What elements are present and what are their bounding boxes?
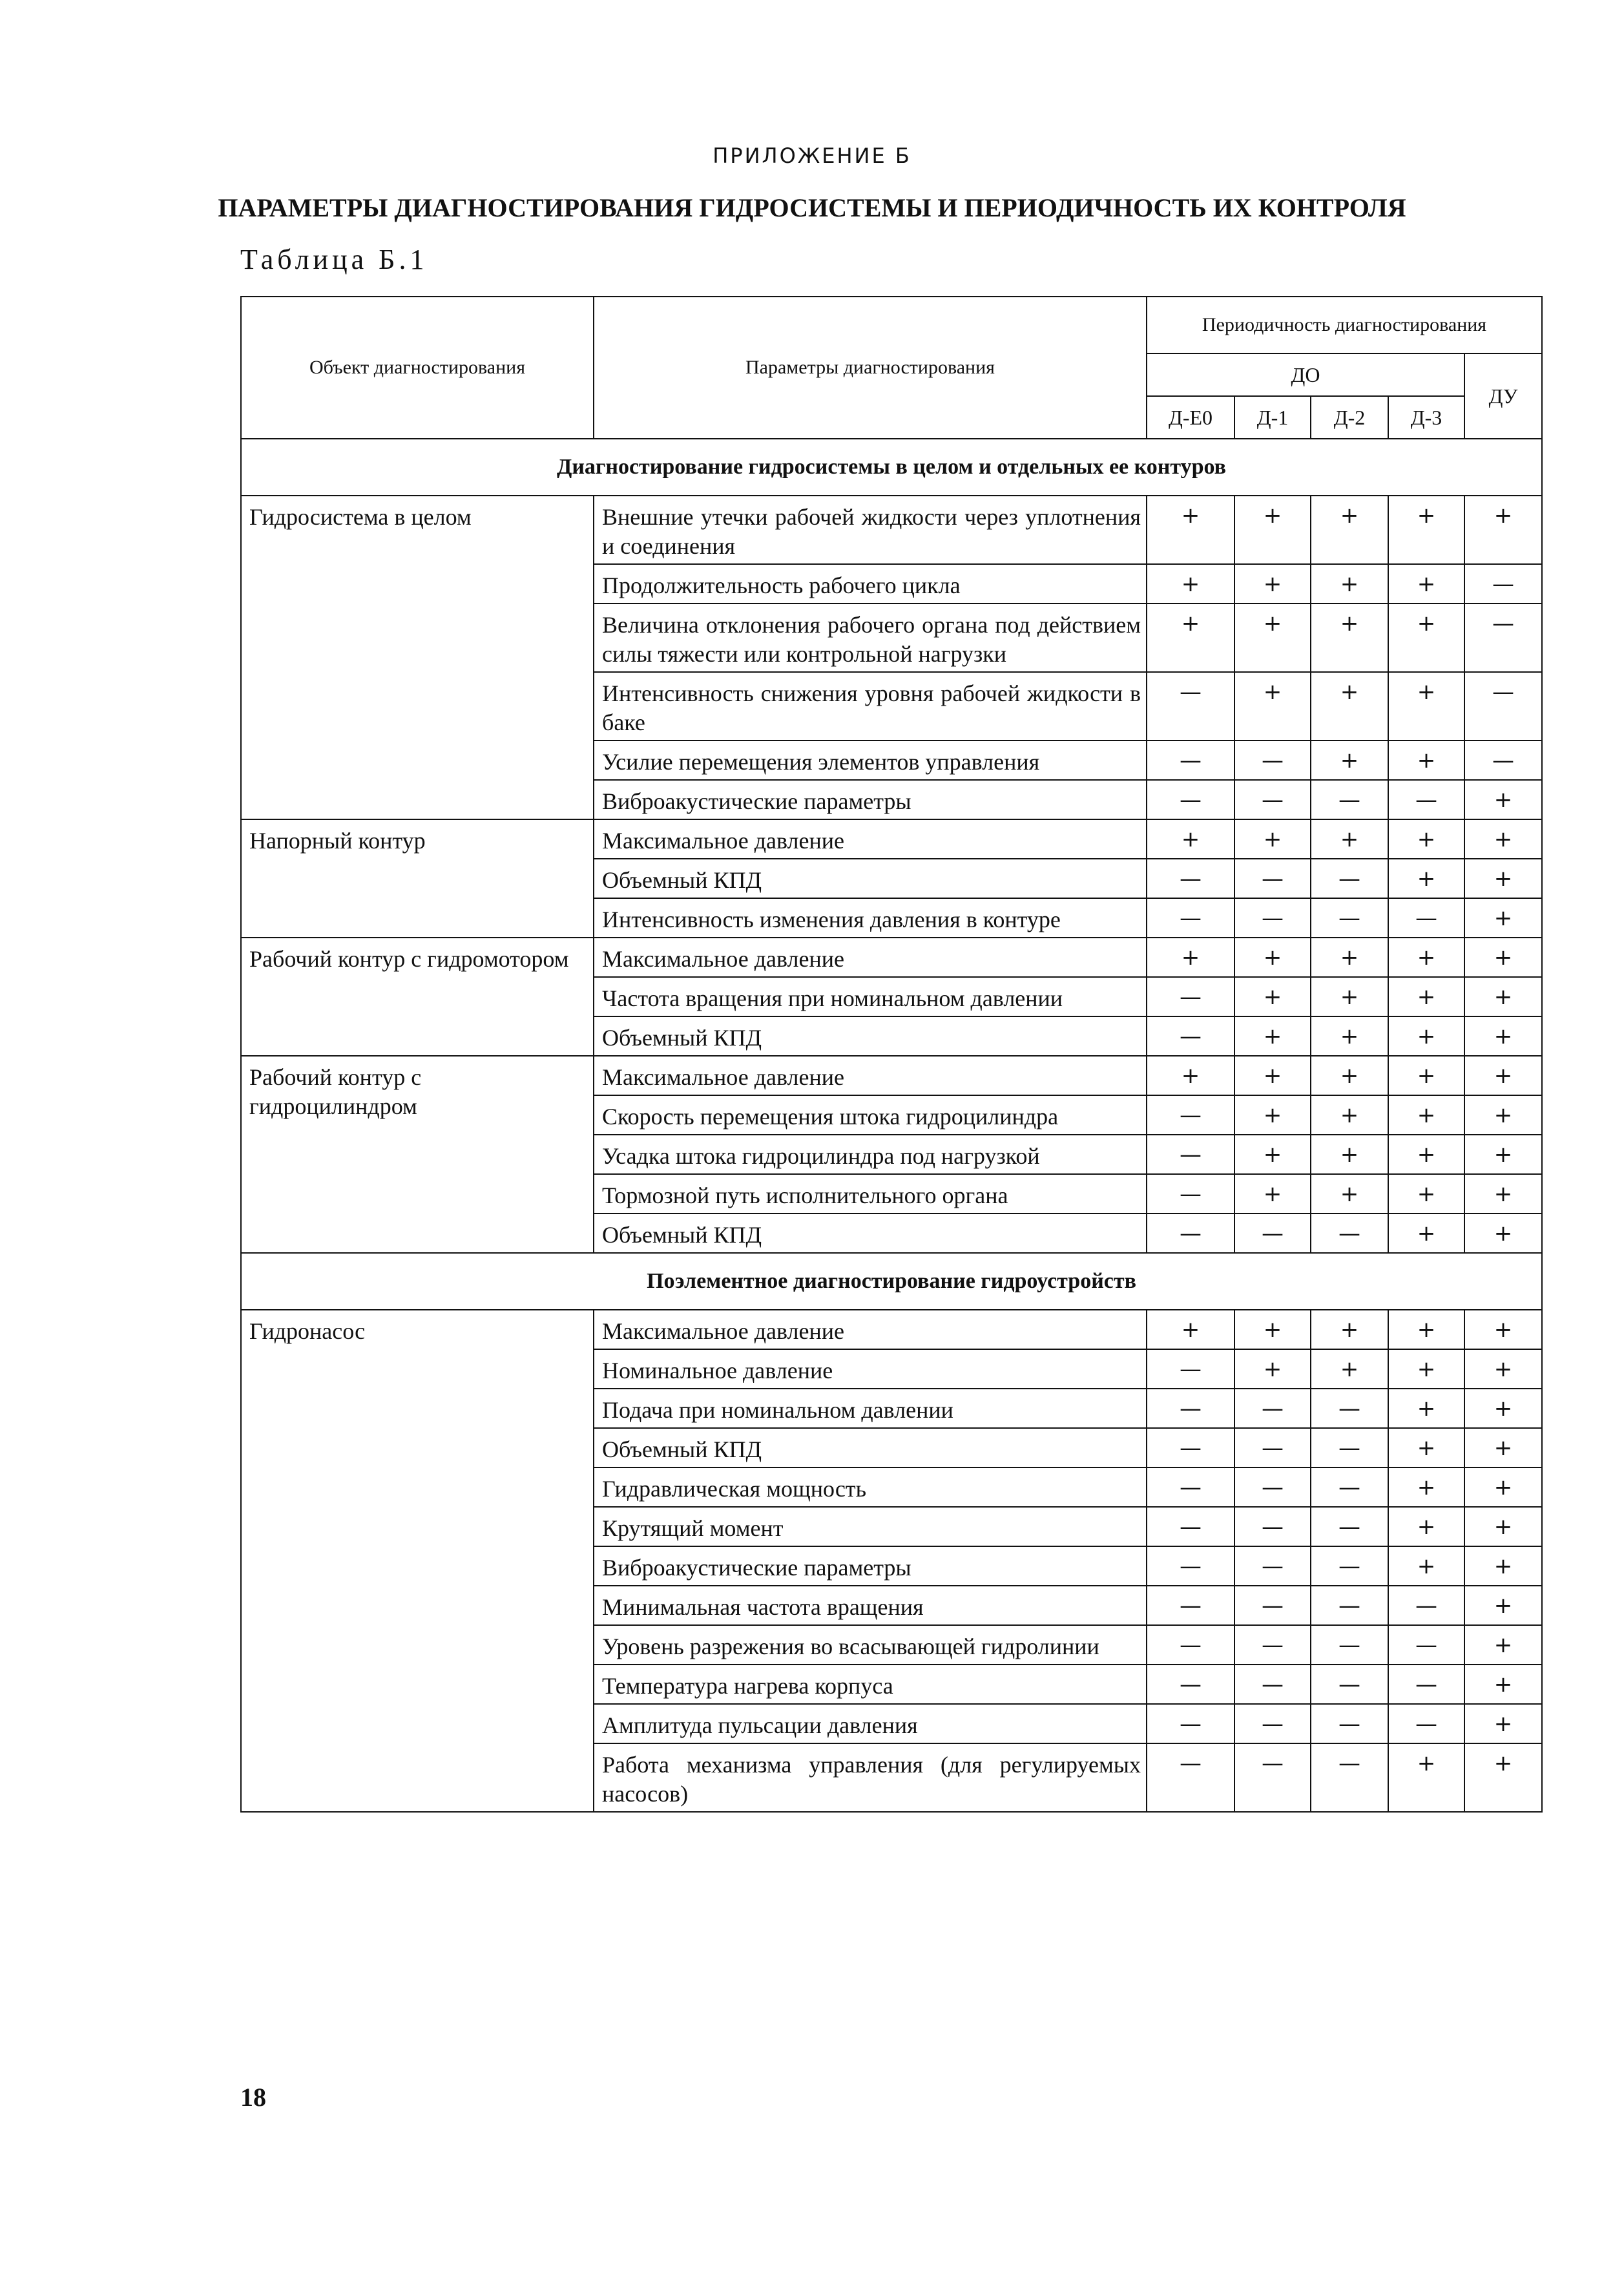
parameter-cell: Объемный КПД bbox=[594, 1428, 1147, 1467]
mark-cell: — bbox=[1147, 1625, 1234, 1665]
header-do: ДО bbox=[1147, 353, 1464, 396]
mark-cell: — bbox=[1311, 1467, 1388, 1507]
mark-cell: — bbox=[1388, 1665, 1464, 1704]
mark-cell: — bbox=[1311, 1214, 1388, 1253]
section-row bbox=[241, 439, 1542, 496]
mark-cell: — bbox=[1464, 672, 1542, 741]
table-row bbox=[241, 496, 1542, 564]
mark-cell: + bbox=[1311, 938, 1388, 977]
page-number: 18 bbox=[240, 2083, 266, 2112]
mark-cell: — bbox=[1147, 1349, 1234, 1389]
mark-cell: + bbox=[1311, 1349, 1388, 1389]
mark-cell: + bbox=[1464, 1016, 1542, 1056]
table-row bbox=[241, 819, 1542, 859]
mark-cell: — bbox=[1388, 780, 1464, 819]
mark-cell: — bbox=[1234, 1467, 1311, 1507]
header-params: Параметры диагностирования bbox=[594, 297, 1147, 439]
mark-cell: + bbox=[1234, 1349, 1311, 1389]
mark-cell: + bbox=[1311, 1174, 1388, 1214]
mark-cell: + bbox=[1464, 1095, 1542, 1135]
mark-cell: — bbox=[1234, 741, 1311, 780]
mark-cell: — bbox=[1147, 1665, 1234, 1704]
mark-cell: + bbox=[1464, 977, 1542, 1016]
parameter-cell: Усилие перемещения элементов управления bbox=[594, 741, 1147, 780]
parameter-cell: Работа механизма управления (для регулируемых насосов) bbox=[594, 1743, 1147, 1812]
mark-cell: + bbox=[1234, 1056, 1311, 1095]
mark-cell: — bbox=[1147, 780, 1234, 819]
mark-cell: — bbox=[1388, 1704, 1464, 1743]
mark-cell: + bbox=[1388, 1214, 1464, 1253]
parameter-cell: Гидравлическая мощность bbox=[594, 1467, 1147, 1507]
mark-cell: — bbox=[1311, 1743, 1388, 1812]
mark-cell: — bbox=[1147, 741, 1234, 780]
mark-cell: + bbox=[1388, 496, 1464, 564]
mark-cell: + bbox=[1388, 1743, 1464, 1812]
mark-cell: + bbox=[1388, 1016, 1464, 1056]
parameter-cell: Минимальная частота вращения bbox=[594, 1586, 1147, 1625]
parameter-cell: Тормозной путь исполнительного органа bbox=[594, 1174, 1147, 1214]
table-row bbox=[241, 1310, 1542, 1349]
parameter-cell: Продолжительность рабочего цикла bbox=[594, 564, 1147, 604]
mark-cell: + bbox=[1464, 819, 1542, 859]
mark-cell: + bbox=[1388, 741, 1464, 780]
mark-cell: + bbox=[1234, 1016, 1311, 1056]
mark-cell: + bbox=[1234, 1310, 1311, 1349]
mark-cell: + bbox=[1147, 1310, 1234, 1349]
mark-cell: + bbox=[1464, 1174, 1542, 1214]
object-cell: Гидросистема в целом bbox=[241, 496, 594, 819]
mark-cell: — bbox=[1464, 564, 1542, 604]
mark-cell: + bbox=[1464, 1665, 1542, 1704]
parameter-cell: Виброакустические параметры bbox=[594, 1546, 1147, 1586]
parameter-cell: Интенсивность снижения уровня рабочей жидкости в баке bbox=[594, 672, 1147, 741]
mark-cell: + bbox=[1388, 604, 1464, 672]
mark-cell: + bbox=[1464, 1743, 1542, 1812]
header-periodicity: Периодичность диагностирования bbox=[1147, 297, 1542, 353]
mark-cell: — bbox=[1147, 1546, 1234, 1586]
mark-cell: + bbox=[1464, 496, 1542, 564]
parameter-cell: Максимальное давление bbox=[594, 1310, 1147, 1349]
parameter-cell: Амплитуда пульсации давления bbox=[594, 1704, 1147, 1743]
mark-cell: + bbox=[1234, 496, 1311, 564]
mark-cell: + bbox=[1234, 938, 1311, 977]
mark-cell: — bbox=[1147, 898, 1234, 938]
mark-cell: — bbox=[1388, 1586, 1464, 1625]
mark-cell: + bbox=[1311, 819, 1388, 859]
header-d-e0: Д-Е0 bbox=[1147, 396, 1234, 439]
section-row bbox=[241, 1253, 1542, 1310]
mark-cell: + bbox=[1234, 819, 1311, 859]
mark-cell: + bbox=[1311, 604, 1388, 672]
mark-cell: — bbox=[1147, 1428, 1234, 1467]
mark-cell: + bbox=[1234, 604, 1311, 672]
mark-cell: — bbox=[1234, 1507, 1311, 1546]
mark-cell: + bbox=[1464, 1428, 1542, 1467]
header-d1: Д-1 bbox=[1234, 396, 1311, 439]
mark-cell: — bbox=[1147, 1016, 1234, 1056]
mark-cell: + bbox=[1234, 1135, 1311, 1174]
mark-cell: + bbox=[1234, 1095, 1311, 1135]
mark-cell: + bbox=[1464, 1310, 1542, 1349]
mark-cell: — bbox=[1464, 604, 1542, 672]
parameter-cell: Объемный КПД bbox=[594, 1214, 1147, 1253]
mark-cell: — bbox=[1311, 1704, 1388, 1743]
parameter-cell: Виброакустические параметры bbox=[594, 780, 1147, 819]
object-cell: Напорный контур bbox=[241, 819, 594, 938]
mark-cell: — bbox=[1311, 1389, 1388, 1428]
mark-cell: + bbox=[1388, 1095, 1464, 1135]
mark-cell: + bbox=[1464, 1389, 1542, 1428]
mark-cell: — bbox=[1311, 1665, 1388, 1704]
mark-cell: + bbox=[1464, 1625, 1542, 1665]
mark-cell: — bbox=[1147, 1704, 1234, 1743]
mark-cell: — bbox=[1311, 859, 1388, 898]
mark-cell: — bbox=[1311, 780, 1388, 819]
header-d3: Д-3 bbox=[1388, 396, 1464, 439]
mark-cell: — bbox=[1234, 1586, 1311, 1625]
mark-cell: — bbox=[1147, 1507, 1234, 1546]
section-title: Диагностирование гидросистемы в целом и отдельных ее контуров bbox=[241, 439, 1542, 496]
mark-cell: — bbox=[1147, 1389, 1234, 1428]
mark-cell: + bbox=[1464, 1546, 1542, 1586]
mark-cell: + bbox=[1311, 672, 1388, 741]
page-title: ПАРАМЕТРЫ ДИАГНОСТИРОВАНИЯ ГИДРОСИСТЕМЫ И ПЕРИОДИЧНОСТЬ ИХ КОНТРОЛЯ bbox=[218, 193, 1406, 222]
mark-cell: + bbox=[1311, 1135, 1388, 1174]
mark-cell: + bbox=[1388, 819, 1464, 859]
mark-cell: + bbox=[1464, 1586, 1542, 1625]
mark-cell: + bbox=[1388, 1310, 1464, 1349]
mark-cell: + bbox=[1388, 672, 1464, 741]
mark-cell: — bbox=[1234, 898, 1311, 938]
mark-cell: + bbox=[1388, 1056, 1464, 1095]
mark-cell: + bbox=[1388, 859, 1464, 898]
mark-cell: + bbox=[1311, 1056, 1388, 1095]
mark-cell: — bbox=[1234, 1389, 1311, 1428]
mark-cell: — bbox=[1234, 1743, 1311, 1812]
mark-cell: + bbox=[1464, 938, 1542, 977]
mark-cell: + bbox=[1388, 1135, 1464, 1174]
mark-cell: — bbox=[1147, 672, 1234, 741]
mark-cell: — bbox=[1311, 1428, 1388, 1467]
mark-cell: + bbox=[1388, 1467, 1464, 1507]
table-body bbox=[241, 439, 1542, 1812]
mark-cell: + bbox=[1147, 604, 1234, 672]
header-d2: Д-2 bbox=[1311, 396, 1388, 439]
mark-cell: + bbox=[1311, 1016, 1388, 1056]
mark-cell: — bbox=[1464, 741, 1542, 780]
mark-cell: + bbox=[1464, 1135, 1542, 1174]
parameter-cell: Уровень разрежения во всасывающей гидролинии bbox=[594, 1625, 1147, 1665]
section-title: Поэлементное диагностирование гидроустройств bbox=[241, 1253, 1542, 1310]
mark-cell: — bbox=[1388, 898, 1464, 938]
table-row bbox=[241, 1056, 1542, 1095]
parameter-cell: Подача при номинальном давлении bbox=[594, 1389, 1147, 1428]
object-cell: Рабочий контур с гидромотором bbox=[241, 938, 594, 1056]
mark-cell: + bbox=[1311, 1310, 1388, 1349]
mark-cell: — bbox=[1311, 1507, 1388, 1546]
mark-cell: + bbox=[1311, 496, 1388, 564]
mark-cell: + bbox=[1388, 1507, 1464, 1546]
mark-cell: — bbox=[1388, 1625, 1464, 1665]
parameter-cell: Интенсивность изменения давления в контуре bbox=[594, 898, 1147, 938]
mark-cell: + bbox=[1388, 1349, 1464, 1389]
mark-cell: + bbox=[1464, 898, 1542, 938]
parameter-cell: Максимальное давление bbox=[594, 1056, 1147, 1095]
table-row bbox=[241, 938, 1542, 977]
mark-cell: — bbox=[1311, 898, 1388, 938]
mark-cell: + bbox=[1147, 496, 1234, 564]
diagnostics-table bbox=[240, 296, 1543, 1813]
parameter-cell: Внешние утечки рабочей жидкости через уплотнения и соединения bbox=[594, 496, 1147, 564]
mark-cell: + bbox=[1388, 1428, 1464, 1467]
mark-cell: — bbox=[1311, 1586, 1388, 1625]
object-cell: Рабочий контур с гидроцилиндром bbox=[241, 1056, 594, 1253]
mark-cell: — bbox=[1311, 1625, 1388, 1665]
mark-cell: — bbox=[1234, 1625, 1311, 1665]
mark-cell: + bbox=[1464, 1704, 1542, 1743]
mark-cell: + bbox=[1464, 1214, 1542, 1253]
mark-cell: + bbox=[1464, 1349, 1542, 1389]
parameter-cell: Максимальное давление bbox=[594, 819, 1147, 859]
parameter-cell: Усадка штока гидроцилиндра под нагрузкой bbox=[594, 1135, 1147, 1174]
table-label: Таблица Б.1 bbox=[240, 244, 428, 275]
mark-cell: + bbox=[1464, 1467, 1542, 1507]
parameter-cell: Крутящий момент bbox=[594, 1507, 1147, 1546]
mark-cell: — bbox=[1147, 1586, 1234, 1625]
mark-cell: — bbox=[1234, 1665, 1311, 1704]
mark-cell: + bbox=[1388, 1389, 1464, 1428]
mark-cell: — bbox=[1147, 1467, 1234, 1507]
mark-cell: — bbox=[1234, 1546, 1311, 1586]
mark-cell: + bbox=[1311, 741, 1388, 780]
mark-cell: — bbox=[1147, 1743, 1234, 1812]
mark-cell: + bbox=[1234, 977, 1311, 1016]
mark-cell: — bbox=[1311, 1546, 1388, 1586]
mark-cell: — bbox=[1234, 1214, 1311, 1253]
mark-cell: — bbox=[1234, 1428, 1311, 1467]
mark-cell: + bbox=[1147, 1056, 1234, 1095]
mark-cell: + bbox=[1388, 564, 1464, 604]
parameter-cell: Скорость перемещения штока гидроцилиндра bbox=[594, 1095, 1147, 1135]
parameter-cell: Частота вращения при номинальном давлении bbox=[594, 977, 1147, 1016]
mark-cell: — bbox=[1147, 1214, 1234, 1253]
mark-cell: + bbox=[1388, 1174, 1464, 1214]
mark-cell: — bbox=[1234, 1704, 1311, 1743]
mark-cell: + bbox=[1234, 672, 1311, 741]
parameter-cell: Температура нагрева корпуса bbox=[594, 1665, 1147, 1704]
mark-cell: + bbox=[1464, 859, 1542, 898]
parameter-cell: Объемный КПД bbox=[594, 1016, 1147, 1056]
object-cell: Гидронасос bbox=[241, 1310, 594, 1812]
mark-cell: + bbox=[1311, 564, 1388, 604]
parameter-cell: Максимальное давление bbox=[594, 938, 1147, 977]
mark-cell: + bbox=[1147, 938, 1234, 977]
mark-cell: + bbox=[1464, 1056, 1542, 1095]
mark-cell: — bbox=[1234, 780, 1311, 819]
mark-cell: — bbox=[1234, 859, 1311, 898]
mark-cell: — bbox=[1147, 977, 1234, 1016]
mark-cell: + bbox=[1147, 819, 1234, 859]
mark-cell: — bbox=[1147, 859, 1234, 898]
mark-cell: + bbox=[1147, 564, 1234, 604]
parameter-cell: Номинальное давление bbox=[594, 1349, 1147, 1389]
mark-cell: + bbox=[1388, 938, 1464, 977]
mark-cell: + bbox=[1464, 780, 1542, 819]
mark-cell: + bbox=[1311, 977, 1388, 1016]
mark-cell: — bbox=[1147, 1135, 1234, 1174]
mark-cell: + bbox=[1388, 1546, 1464, 1586]
parameter-cell: Величина отклонения рабочего органа под действием силы тяжести или контрольной нагрузки bbox=[594, 604, 1147, 672]
header-object: Объект диагностирования bbox=[241, 297, 594, 439]
header-du: ДУ bbox=[1464, 353, 1542, 439]
mark-cell: + bbox=[1234, 564, 1311, 604]
mark-cell: + bbox=[1234, 1174, 1311, 1214]
mark-cell: + bbox=[1311, 1095, 1388, 1135]
mark-cell: + bbox=[1464, 1507, 1542, 1546]
appendix-heading: ПРИЛОЖЕНИЕ Б bbox=[713, 143, 911, 168]
parameter-cell: Объемный КПД bbox=[594, 859, 1147, 898]
mark-cell: — bbox=[1147, 1095, 1234, 1135]
mark-cell: + bbox=[1388, 977, 1464, 1016]
mark-cell: — bbox=[1147, 1174, 1234, 1214]
